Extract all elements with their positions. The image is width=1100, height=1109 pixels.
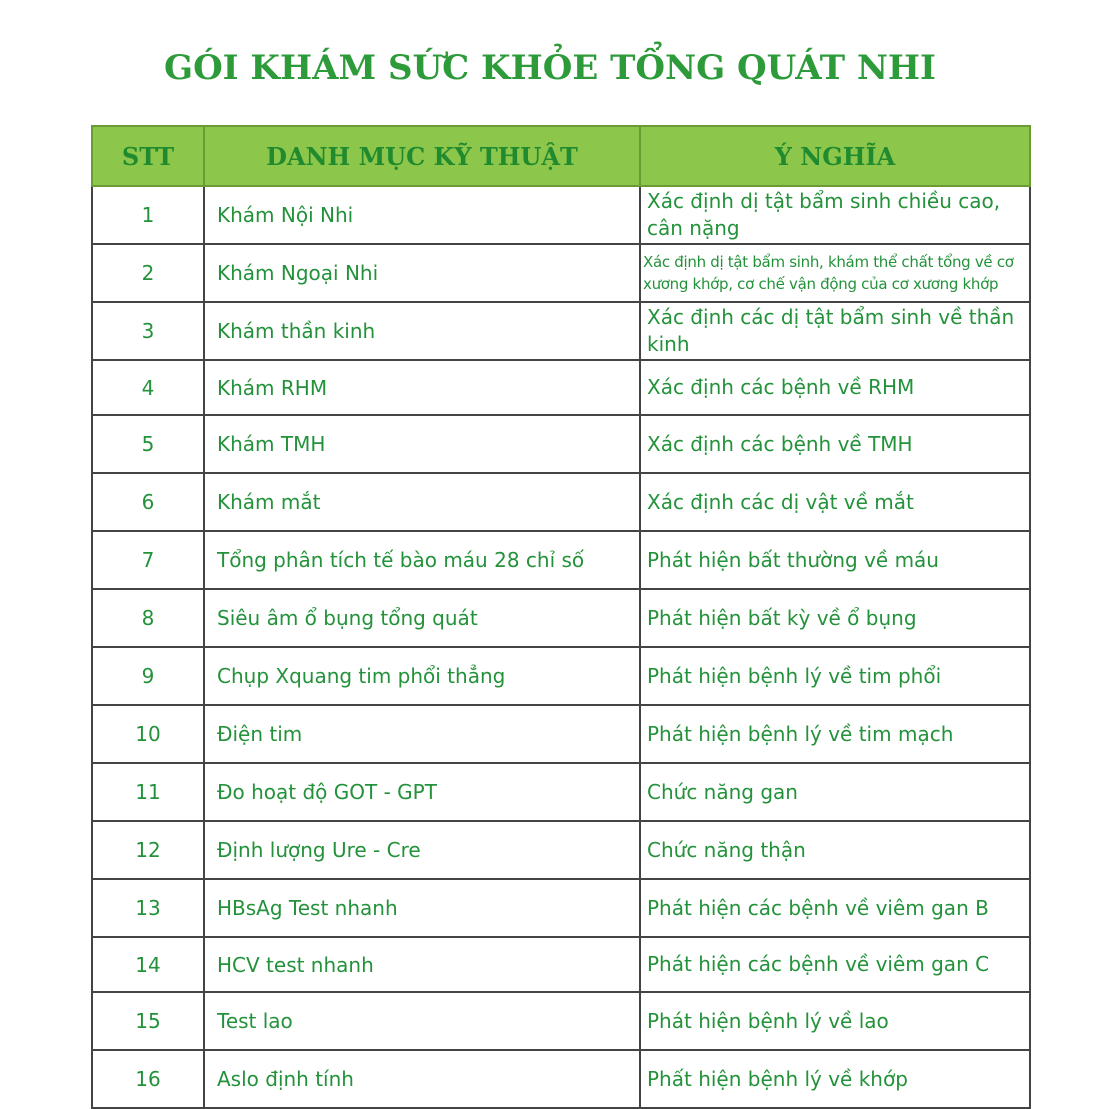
table-row (92, 473, 1030, 531)
exam-table (91, 125, 1031, 1109)
table-row (92, 1050, 1030, 1108)
row-meaning: Chức năng thận (640, 821, 1030, 879)
row-stt: 7 (92, 531, 204, 589)
row-name: Điện tim (204, 705, 640, 763)
row-meaning: Phát hiện bệnh lý về tim mạch (640, 705, 1030, 763)
row-meaning: Phất hiện bệnh lý về khớp (640, 1050, 1030, 1108)
table-row (92, 992, 1030, 1050)
row-name: Khám Nội Nhi (204, 186, 640, 244)
row-name: Khám thần kinh (204, 302, 640, 360)
row-name: Tổng phân tích tế bào máu 28 chỉ số (204, 531, 640, 589)
row-stt: 9 (92, 647, 204, 705)
row-stt: 11 (92, 763, 204, 821)
row-meaning: Xác định dị tật bẩm sinh chiều cao, cân nặng (640, 186, 1030, 244)
table-row (92, 589, 1030, 647)
row-meaning: Xác định các dị tật bẩm sinh về thần kinh (640, 302, 1030, 360)
row-stt: 6 (92, 473, 204, 531)
header-stt: STT (92, 126, 204, 186)
row-meaning: Xác định các bệnh về RHM (640, 360, 1030, 415)
table-row (92, 531, 1030, 589)
row-stt: 1 (92, 186, 204, 244)
row-stt: 4 (92, 360, 204, 415)
table-row (92, 244, 1030, 302)
row-meaning: Phát hiện các bệnh về viêm gan B (640, 879, 1030, 937)
table-row (92, 415, 1030, 473)
row-stt: 8 (92, 589, 204, 647)
row-name: Test lao (204, 992, 640, 1050)
row-meaning: Phát hiện bất kỳ về ổ bụng (640, 589, 1030, 647)
page-title: GÓI KHÁM SỨC KHỎE TỔNG QUÁT NHI (164, 48, 936, 88)
table-row (92, 186, 1030, 244)
row-name: Siêu âm ổ bụng tổng quát (204, 589, 640, 647)
header-name: DANH MỤC KỸ THUẬT (204, 126, 640, 186)
row-meaning: Phát hiện bệnh lý về tim phổi (640, 647, 1030, 705)
table-row (92, 360, 1030, 415)
row-meaning: Xác định các dị vật về mắt (640, 473, 1030, 531)
row-stt: 5 (92, 415, 204, 473)
row-name: Chụp Xquang tim phổi thẳng (204, 647, 640, 705)
table-row (92, 937, 1030, 992)
row-name: Định lượng Ure - Cre (204, 821, 640, 879)
row-meaning: Phát hiện bệnh lý về lao (640, 992, 1030, 1050)
table-row (92, 647, 1030, 705)
row-name: Khám mắt (204, 473, 640, 531)
row-name: HBsAg Test nhanh (204, 879, 640, 937)
table-row (92, 763, 1030, 821)
table-row (92, 302, 1030, 360)
row-meaning: Phát hiện các bệnh về viêm gan C (640, 937, 1030, 992)
row-meaning: Chức năng gan (640, 763, 1030, 821)
row-meaning: Xác định dị tật bẩm sinh, khám thể chất tổng về cơ xương khớp, cơ chế vận động của cơ xương khớp (640, 244, 1030, 302)
row-name: Khám RHM (204, 360, 640, 415)
row-meaning: Xác định các bệnh về TMH (640, 415, 1030, 473)
header-meaning: Ý NGHĨA (640, 126, 1030, 186)
table-row (92, 821, 1030, 879)
row-stt: 10 (92, 705, 204, 763)
row-name: Khám Ngoại Nhi (204, 244, 640, 302)
row-name: HCV test nhanh (204, 937, 640, 992)
row-name: Aslo định tính (204, 1050, 640, 1108)
row-stt: 3 (92, 302, 204, 360)
row-stt: 16 (92, 1050, 204, 1108)
row-meaning: Phát hiện bất thường về máu (640, 531, 1030, 589)
table-row (92, 705, 1030, 763)
row-stt: 15 (92, 992, 204, 1050)
row-stt: 12 (92, 821, 204, 879)
table-row (92, 879, 1030, 937)
row-name: Khám TMH (204, 415, 640, 473)
table-header-row (92, 126, 1030, 186)
row-stt: 13 (92, 879, 204, 937)
row-stt: 2 (92, 244, 204, 302)
row-stt: 14 (92, 937, 204, 992)
row-name: Đo hoạt độ GOT - GPT (204, 763, 640, 821)
